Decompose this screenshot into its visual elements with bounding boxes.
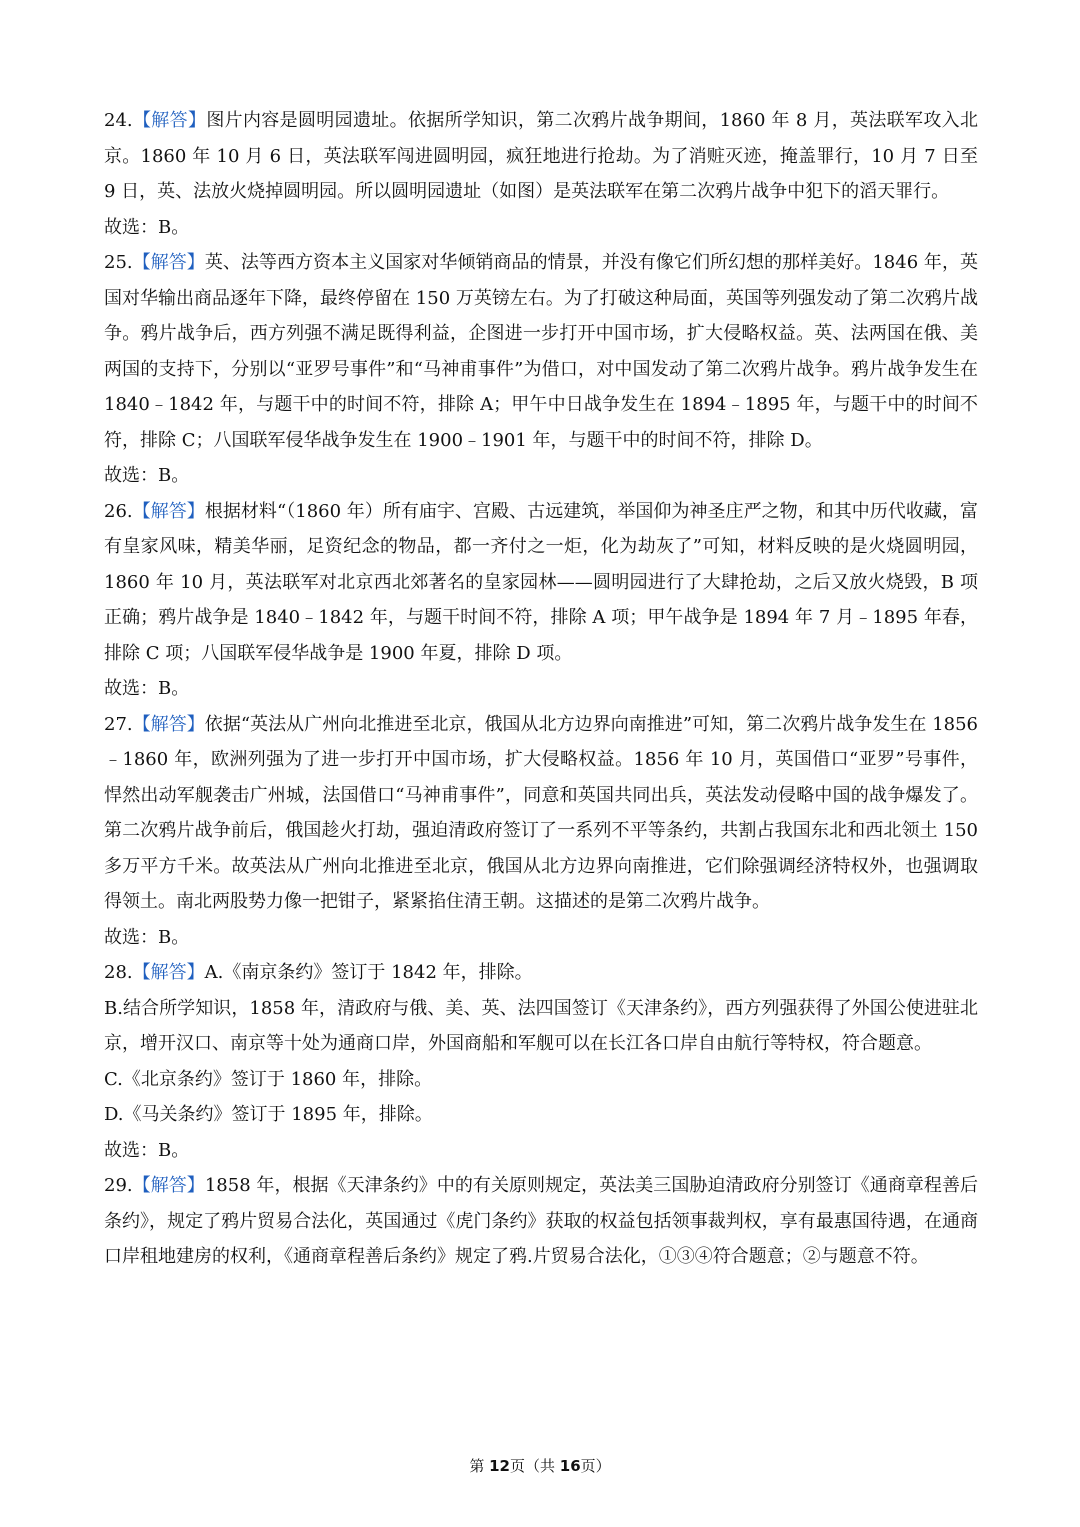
answer-tag: 【解答】 xyxy=(132,1175,205,1196)
answer-27 xyxy=(104,707,978,920)
footer-prefix: 第 xyxy=(469,1457,490,1475)
footer-middle: 页（共 xyxy=(509,1457,560,1475)
answer-24 xyxy=(104,103,978,210)
answer-tag: 【解答】 xyxy=(132,110,207,131)
answer-28-option-d: D.《马关条约》签订于 1895 年，排除。 xyxy=(104,1104,433,1125)
answer-text: 英、法等西方资本主义国家对华倾销商品的情景，并没有像它们所幻想的那样美好。1846 年，英国对华输出商品逐年下降，最终停留在 150 万英镑左右。为了打破这种局面，英国等列强发动了第二次鸦片战争。鸦片战争后，西方列强不满足既得利益，企图进一步打开中国市场，扩大侵略权益。英、法两国在俄、美两国的支持下，分别以“亚罗号事件”和“马神甫事件”为借口，对中国发动了第二次鸦片战争。鸦片战争发生在 1840﹣1842 年，与题干中的时间不符，排除 A；甲午中日战争发生在 1894﹣1895 年，与题干中的时间不符，排除 C；八国联军侵华战争发生在 1900﹣1901 年，与题干中的时间不符，排除 D。 xyxy=(104,252,978,451)
choice-25: 故选：B。 xyxy=(104,465,190,486)
footer-total-pages: 16 xyxy=(559,1457,581,1475)
page-footer xyxy=(0,1455,1080,1476)
question-number: 24. xyxy=(104,110,133,131)
choice-24: 故选：B。 xyxy=(104,216,190,238)
answer-28 xyxy=(104,955,978,991)
footer-suffix: 页） xyxy=(580,1457,611,1475)
question-number: 29. xyxy=(104,1175,133,1196)
answer-tag: 【解答】 xyxy=(132,500,205,522)
choice-26: 故选：B。 xyxy=(104,678,190,699)
answer-text: 图片内容是圆明园遗址。依据所学知识，第二次鸦片战争期间，1860 年 8 月，英法联军攻入北京。1860 年 10 月 6 日，英法联军闯进圆明园，疯狂地进行抢劫。为了消赃灭迹，掩盖罪行，10 月 7 日至 9 日，英、法放火烧掉圆明园。所以圆明园遗址（如图）是英法联军在第二次鸦片战争中犯下的滔天罪行。 xyxy=(104,110,979,202)
answer-28-option-c: C.《北京条约》签订于 1860 年，排除。 xyxy=(104,1068,433,1090)
question-number: 28. xyxy=(104,962,133,983)
answer-text: 1858 年，根据《天津条约》中的有关原则规定，英法美三国胁迫清政府分别签订《通商章程善后条约》，规定了鸦片贸易合法化，英国通过《虎门条约》获取的权益包括领事裁判权，享有最惠国待遇，在通商口岸租地建房的权利，《通商章程善后条约》规定了鸦.片贸易合法化，①③④符合题意；②与题意不符。 xyxy=(104,1175,978,1267)
answer-tag: 【解答】 xyxy=(132,962,205,983)
answer-text: 依据“英法从广州向北推进至北京，俄国从北方边界向南推进”可知，第二次鸦片战争发生在 1856﹣1860 年，欧洲列强为了进一步打开中国市场，扩大侵略权益。1856 年 10 月，英国借口“亚罗”号事件，悍然出动军舰袭击广州城，法国借口“马神甫事件”，同意和英国共同出兵，英法发动侵略中国的战争爆发了。第二次鸦片战争前后，俄国趁火打劫，强迫清政府签订了一系列不平等条约，共割占我国东北和西北领土 150 多万平方千米。故英法从广州向北推进至北京，俄国从北方边界向南推进，它们除强调经济特权外，也强调取得领土。南北两股势力像一把钳子，紧紧掐住清王朝。这描述的是第二次鸦片战争。 xyxy=(104,713,978,912)
question-number: 27. xyxy=(104,713,133,735)
footer-page-number: 12 xyxy=(489,1457,510,1475)
answer-26 xyxy=(104,494,978,672)
answer-page xyxy=(104,103,978,1275)
answer-25 xyxy=(104,245,978,458)
answer-text: 根据材料“（1860 年）所有庙宇、宫殿、古远建筑，举国仰为神圣庄严之物，和其中历代收藏，富有皇家风味，精美华丽，足资纪念的物品，都一齐付之一炬，化为劫灰了”可知，材料反映的是火烧圆明园，1860 年 10 月，英法联军对北京西北郊著名的皇家园林——圆明园进行了大肆抢劫，之后又放火烧毁，B 项正确；鸦片战争是 1840﹣1842 年，与题干时间不符，排除 A 项；甲午战争是 1894 年 7 月﹣1895 年春，排除 C 项；八国联军侵华战争是 1900 年夏，排除 D 项。 xyxy=(104,500,979,664)
answer-28-option-b: B.结合所学知识，1858 年，清政府与俄、美、英、法四国签订《天津条约》，西方列强获得了外国公使进驻北京，增开汉口、南京等十处为通商口岸，外国商船和军舰可以在长江各口岸自由航行等特权，符合题意。 xyxy=(104,997,978,1054)
answer-29 xyxy=(104,1168,978,1275)
answer-tag: 【解答】 xyxy=(132,252,205,273)
question-number: 26. xyxy=(104,500,133,522)
choice-28: 故选：B。 xyxy=(104,1139,190,1161)
choice-27: 故选：B。 xyxy=(104,926,190,948)
question-number: 25. xyxy=(104,252,133,273)
answer-text: A.《南京条约》签订于 1842 年，排除。 xyxy=(204,962,533,983)
answer-tag: 【解答】 xyxy=(132,713,205,735)
